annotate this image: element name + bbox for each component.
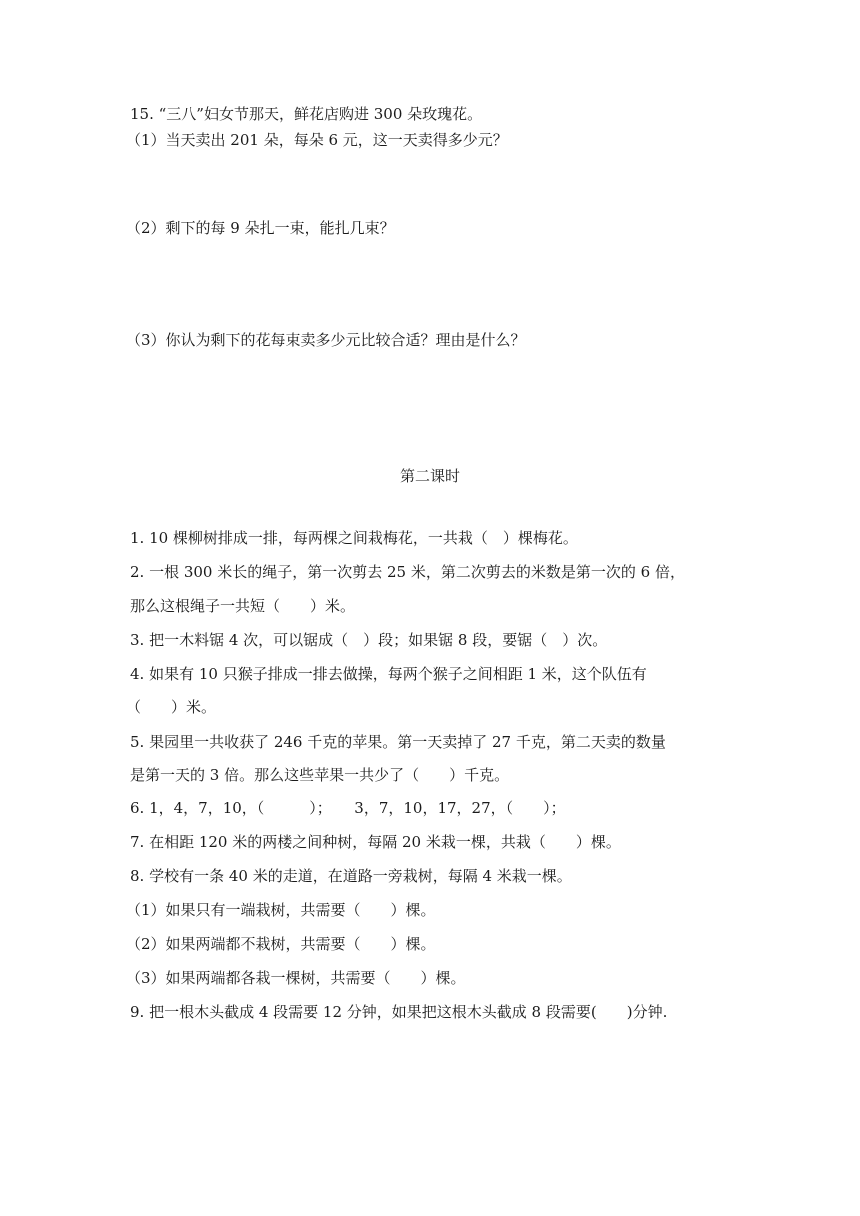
question-7: 7. 在相距 120 米的两楼之间种树，每隔 20 米栽一棵，共栽（ ）棵。	[130, 833, 621, 851]
question-5-line-2: 是第一天的 3 倍。那么这些苹果一共少了（ ）千克。	[130, 766, 510, 784]
question-8-part-3: （3）如果两端都各栽一棵树，共需要（ ）棵。	[126, 969, 466, 987]
question-2-line-2: 那么这根绳子一共短（ ）米。	[130, 597, 356, 615]
question-15-part-2: （2）剩下的每 9 朵扎一束，能扎几束？	[126, 219, 395, 237]
question-3: 3. 把一木料锯 4 次，可以锯成（ ）段；如果锯 8 段，要锯（ ）次。	[130, 631, 608, 649]
question-2-line-1: 2. 一根 300 米长的绳子，第一次剪去 25 米，第二次剪去的米数是第一次的 6 倍，	[130, 563, 685, 581]
question-8-stem: 8. 学校有一条 40 米的走道，在道路一旁栽树，每隔 4 米栽一棵。	[130, 867, 572, 885]
section-title: 第二课时	[399, 467, 460, 485]
question-15-part-1: （1）当天卖出 201 朵，每朵 6 元，这一天卖得多少元？	[126, 131, 508, 149]
question-15-stem: 15. “三八”妇女节那天，鲜花店购进 300 朵玫瑰花。	[130, 105, 483, 123]
question-4-line-1: 4. 如果有 10 只猴子排成一排去做操，每两个猴子之间相距 1 米，这个队伍有	[130, 665, 647, 683]
question-8-part-1: （1）如果只有一端栽树，共需要（ ）棵。	[126, 901, 436, 919]
question-5-line-1: 5. 果园里一共收获了 246 千克的苹果。第一天卖掉了 27 千克，第二天卖的数量	[130, 733, 666, 751]
question-1: 1. 10 棵柳树排成一排，每两棵之间栽梅花，一共栽（ ）棵梅花。	[130, 529, 578, 547]
question-8-part-2: （2）如果两端都不栽树，共需要（ ）棵。	[126, 935, 436, 953]
question-9: 9. 把一根木头截成 4 段需要 12 分钟，如果把这根木头截成 8 段需要( )分钟.	[130, 1003, 668, 1021]
question-4-line-2: （ ）米。	[126, 698, 217, 716]
question-6: 6. 1，4，7，10，（ ）； 3，7，10，17，27，（ ）；	[130, 799, 566, 817]
question-15-part-3: （3）你认为剩下的花每束卖多少元比较合适？理由是什么？	[126, 331, 526, 349]
